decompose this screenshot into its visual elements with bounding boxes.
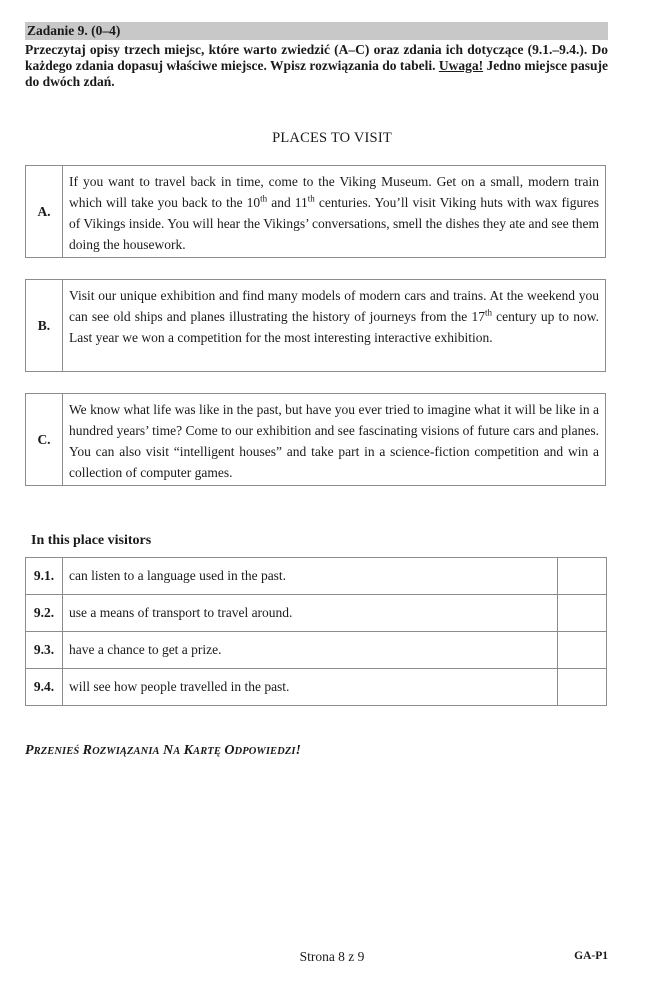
- text-run: We know what life was like in the past, but have you ever tried to imagine what it will be like in a hundred years’ time? Come to our exhibition and see fascinating visions of future cars and planes. You can also visit “intelligent houses” and take part in a science-fiction competition and win a collection of computer games.: [69, 402, 599, 480]
- answer-cell[interactable]: [558, 669, 607, 706]
- place-description: [63, 280, 605, 371]
- note-letter: N: [162, 743, 174, 758]
- table-row: [26, 632, 607, 669]
- place-letter: A.: [26, 166, 63, 257]
- statement-number: 9.2.: [26, 595, 63, 632]
- place-box-b: [25, 279, 606, 372]
- statement-text: can listen to a language used in the past.: [63, 558, 558, 595]
- note-letter: K: [183, 743, 194, 758]
- place-description: [63, 394, 605, 485]
- statements-heading: In this place visitors: [31, 533, 152, 548]
- statements-table: [25, 557, 607, 706]
- superscript: th: [484, 307, 492, 318]
- superscript: th: [260, 193, 268, 204]
- warning-label: Uwaga!: [438, 58, 484, 73]
- place-box-a: [25, 165, 606, 258]
- note-rest: DPOWIEDZI: [234, 746, 296, 757]
- section-title: PLACES TO VISIT: [272, 130, 392, 146]
- table-row: [26, 669, 607, 706]
- instruction-text: Przeczytaj opisy trzech miejsc, które warto zwiedzić (A–C) oraz zdania ich dotyczące (9.1.–9.4.). Do każdego zdania dopasuj właściwe miejsce. Wpisz rozwiązania do tabeli.: [25, 42, 608, 73]
- statement-text: will see how people travelled in the past.: [63, 669, 558, 706]
- text-run: Visit our unique exhibition and find many models of modern cars and trains. At the weekend you can see old ships and planes illustrating the history of journeys from the 17: [69, 288, 599, 324]
- text-run: If you want to travel back in time, come to the Viking Museum. Get on a small, modern train which will take you back to the 10: [69, 174, 599, 210]
- answer-cell[interactable]: [558, 595, 607, 632]
- note-end: !: [295, 743, 302, 758]
- answer-cell[interactable]: [558, 632, 607, 669]
- place-description: [63, 166, 605, 257]
- note-letter: R: [82, 743, 93, 758]
- exam-code: GA-P1: [574, 950, 608, 962]
- text-run: and 11: [267, 195, 308, 210]
- place-letter: B.: [26, 280, 63, 371]
- statement-number: 9.1.: [26, 558, 63, 595]
- text-run: century up to now. Last year we won a competition for the most interesting interactive exhibition.: [69, 309, 599, 345]
- note-letter: P: [25, 743, 34, 758]
- note-rest: ARTĘ: [193, 746, 221, 757]
- note-rest: OZWIĄZANIA: [92, 746, 160, 757]
- place-letter: C.: [26, 394, 63, 485]
- superscript: th: [307, 193, 315, 204]
- task-header: Zadanie 9. (0–4): [25, 22, 608, 40]
- table-row: [26, 595, 607, 632]
- statement-number: 9.3.: [26, 632, 63, 669]
- place-box-c: [25, 393, 606, 486]
- text-run: centuries. You’ll visit Viking huts with wax figures of Vikings inside. You will hear the Vikings’ conversations, smell the dishes they ate and see them doing the housework.: [69, 195, 599, 252]
- transfer-answers-note: [25, 742, 301, 759]
- note-rest: RZENIEŚ: [33, 746, 80, 757]
- warning-text: Jedno miejsce pasuje do dwóch zdań.: [25, 58, 608, 89]
- task-instructions: [25, 42, 608, 90]
- answer-cell[interactable]: [558, 558, 607, 595]
- note-rest: A: [173, 746, 181, 757]
- note-letter: O: [224, 743, 235, 758]
- statement-number: 9.4.: [26, 669, 63, 706]
- statement-text: have a chance to get a prize.: [63, 632, 558, 669]
- table-row: [26, 558, 607, 595]
- page-number: Strona 8 z 9: [299, 949, 365, 964]
- statement-text: use a means of transport to travel around.: [63, 595, 558, 632]
